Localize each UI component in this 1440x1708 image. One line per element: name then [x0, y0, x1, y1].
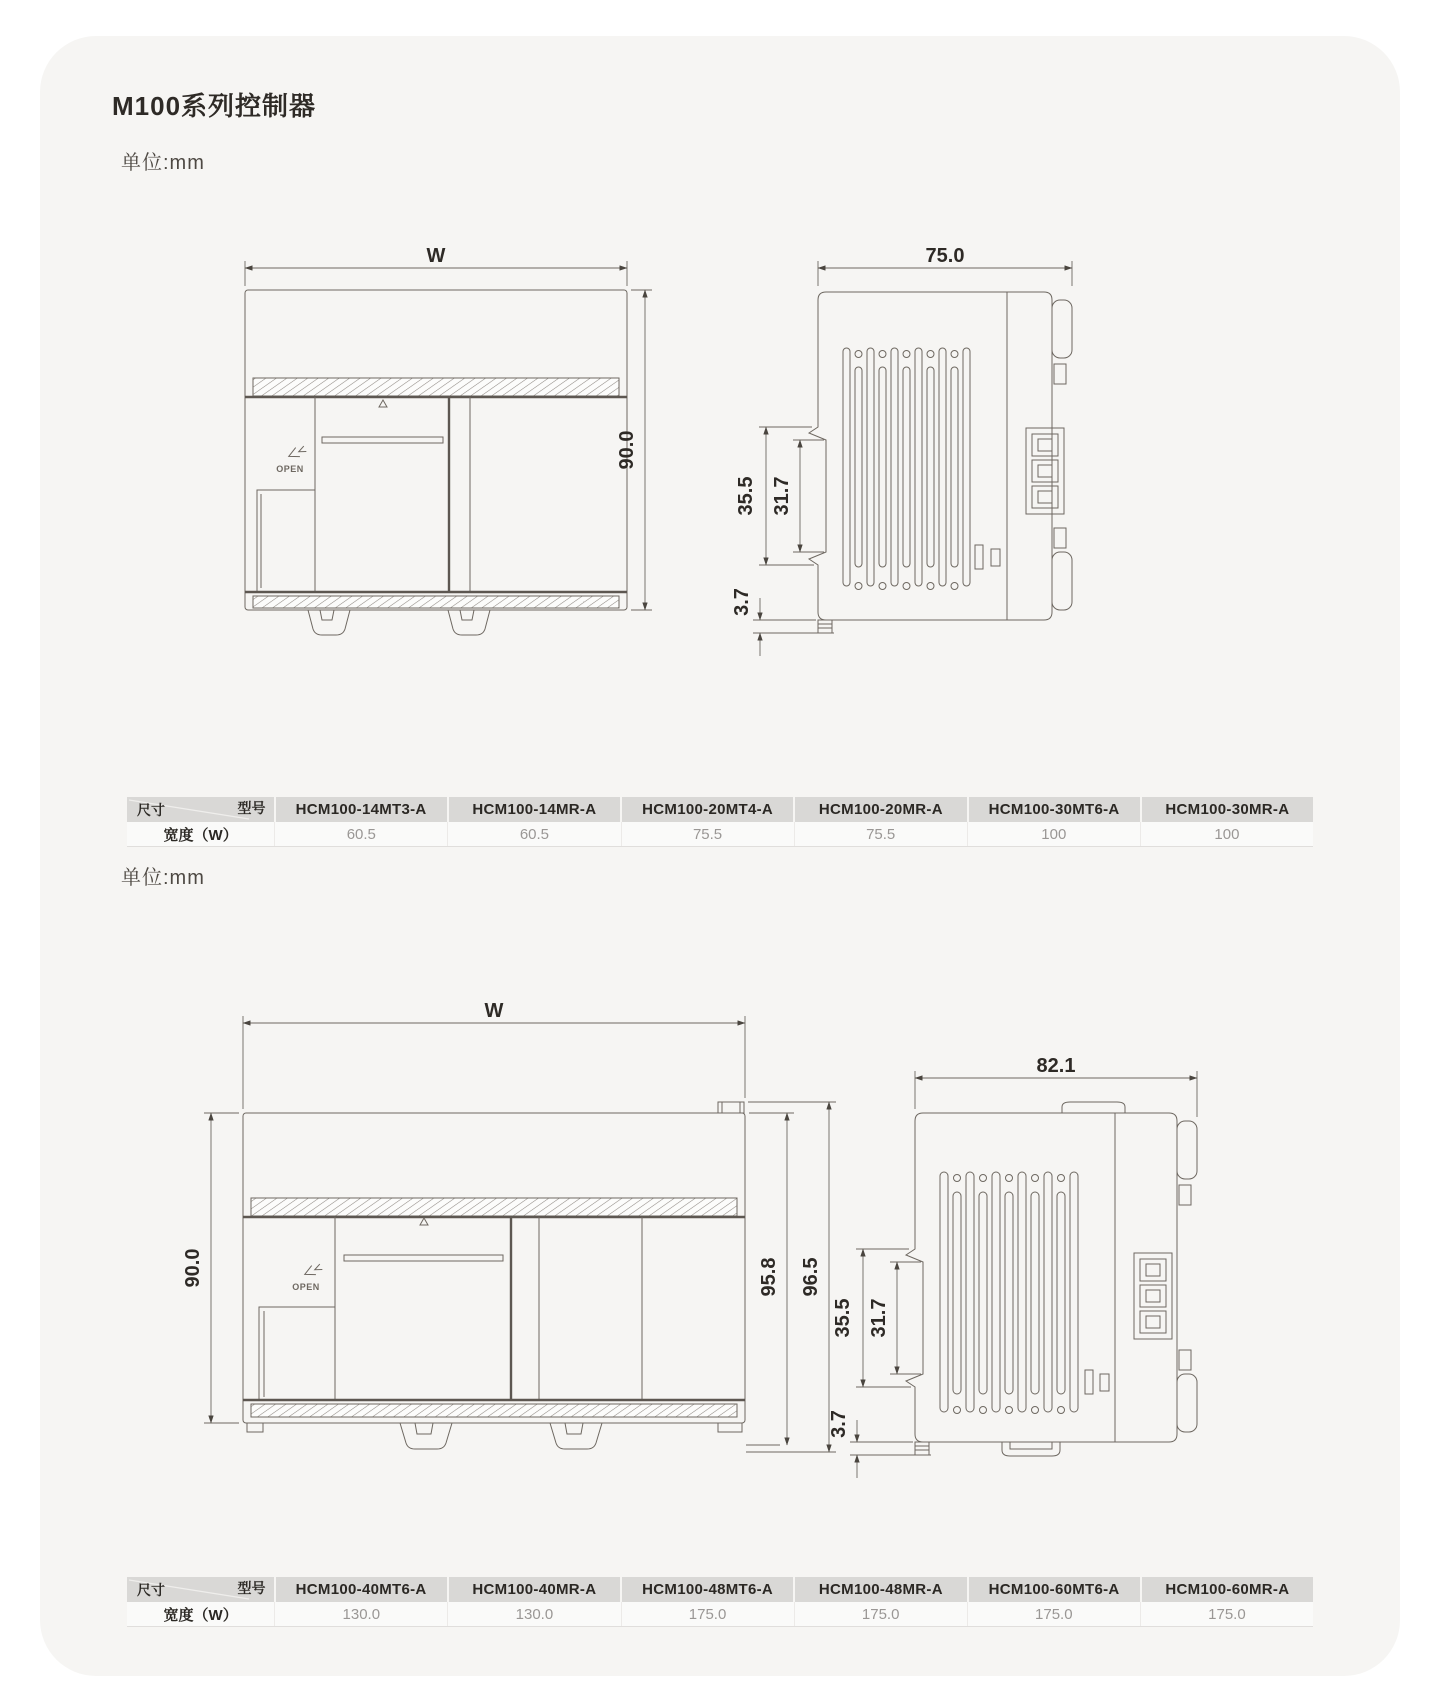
corner-foot	[718, 1423, 742, 1432]
corner-col-label: 型号	[237, 1580, 266, 1596]
vent-slots	[843, 348, 970, 590]
row-label-cell: 宽度（W）	[163, 826, 238, 844]
width-value-cell: 175.0	[794, 1602, 967, 1626]
open-latch-icon	[303, 1262, 324, 1279]
drawing-section-1	[0, 230, 1440, 670]
din-clip	[308, 610, 350, 635]
page-title: M100系列控制器	[112, 91, 317, 121]
dim-height-label: 90.0	[182, 1248, 204, 1288]
dim-width-label: W	[426, 245, 446, 267]
model-header-cell: HCM100-30MT6-A	[967, 797, 1140, 822]
dim-rail-inner-label: 31.7	[771, 476, 793, 516]
mount-foot	[818, 620, 832, 633]
triangle-marker-icon	[420, 1218, 428, 1225]
terminal-connector	[1026, 428, 1064, 514]
open-label: OPEN	[276, 464, 304, 474]
latch-top	[1052, 300, 1072, 358]
corner-row-label: 尺寸	[137, 1582, 165, 1598]
triangle-marker-icon	[379, 400, 387, 407]
dim-foot-label: 3.7	[828, 1410, 850, 1438]
side-view-1-dimensions	[731, 245, 1072, 656]
front-view-2-dimensions	[182, 1000, 836, 1452]
latch-bottom	[1052, 552, 1072, 610]
drawing-section-2	[0, 955, 1440, 1490]
width-value-cell: 100	[967, 822, 1140, 846]
width-value-cell: 60.5	[274, 822, 447, 846]
model-header-cell: HCM100-14MR-A	[447, 797, 620, 822]
corner-foot	[247, 1423, 263, 1432]
dim-height-feet-label: 95.8	[758, 1257, 780, 1297]
dim-height-label: 90.0	[616, 430, 638, 470]
model-header-cell: HCM100-60MR-A	[1140, 1577, 1313, 1602]
width-value-cell: 175.0	[621, 1602, 794, 1626]
dim-depth-label: 82.1	[1036, 1055, 1076, 1077]
unit-label-2: 单位:mm	[121, 867, 205, 889]
width-value-cell: 130.0	[447, 1602, 620, 1626]
dim-foot-label: 3.7	[731, 588, 753, 616]
mount-foot	[915, 1442, 929, 1455]
width-value-cell: 130.0	[274, 1602, 447, 1626]
side-view-2	[906, 1102, 1197, 1456]
table-header-row	[127, 1577, 1313, 1602]
row-label-cell: 宽度（W）	[163, 1606, 238, 1624]
corner-col-label: 型号	[237, 800, 266, 816]
table-data-row	[127, 822, 1313, 847]
dim-width-label: W	[484, 1000, 504, 1022]
table-header-row	[127, 797, 1313, 822]
width-value-cell: 175.0	[1140, 1602, 1313, 1626]
model-header-cell: HCM100-20MT4-A	[620, 797, 793, 822]
din-clip	[400, 1423, 452, 1449]
terminal-connector	[1134, 1253, 1172, 1339]
corner-row-label: 尺寸	[137, 802, 165, 818]
model-header-cell: HCM100-14MT3-A	[274, 797, 447, 822]
model-header-cell: HCM100-30MR-A	[1140, 797, 1313, 822]
corner-header-cell	[127, 797, 274, 822]
dim-rail-outer-label: 35.5	[735, 476, 757, 516]
corner-header-cell	[127, 1577, 274, 1602]
dimension-table-2	[127, 1577, 1313, 1627]
width-value-cell: 60.5	[447, 822, 620, 846]
width-value-cell: 75.5	[794, 822, 967, 846]
width-value-cell: 175.0	[967, 1602, 1140, 1626]
open-latch-icon	[287, 444, 308, 461]
model-header-cell: HCM100-20MR-A	[793, 797, 966, 822]
open-label: OPEN	[292, 1282, 320, 1292]
latch-top	[1177, 1121, 1197, 1179]
dim-rail-outer-label: 35.5	[832, 1298, 854, 1338]
side-view-1	[809, 292, 1072, 633]
din-clip	[448, 610, 490, 635]
dim-rail-inner-label: 31.7	[868, 1298, 890, 1338]
dimension-table-1	[127, 797, 1313, 847]
model-header-cell: HCM100-48MR-A	[793, 1577, 966, 1602]
model-header-cell: HCM100-40MT6-A	[274, 1577, 447, 1602]
front-view-2	[243, 1102, 745, 1449]
width-value-cell: 100	[1140, 822, 1313, 846]
top-tab	[1062, 1102, 1125, 1113]
model-header-cell: HCM100-40MR-A	[447, 1577, 620, 1602]
dim-height-total-label: 96.5	[800, 1257, 822, 1297]
vent-slots	[940, 1172, 1078, 1414]
table-data-row	[127, 1602, 1313, 1627]
unit-label-1: 单位:mm	[121, 152, 205, 174]
model-header-cell: HCM100-60MT6-A	[967, 1577, 1140, 1602]
latch-bottom	[1177, 1374, 1197, 1432]
model-header-cell: HCM100-48MT6-A	[620, 1577, 793, 1602]
din-clip	[550, 1423, 602, 1449]
width-value-cell: 75.5	[621, 822, 794, 846]
front-view-1	[245, 290, 627, 635]
dim-depth-label: 75.0	[925, 245, 965, 267]
